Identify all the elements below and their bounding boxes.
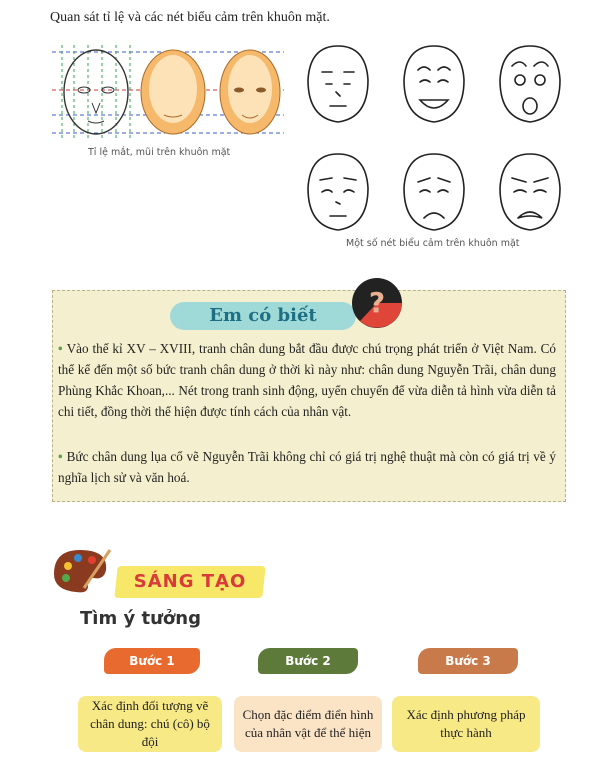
question-mark-icon bbox=[350, 276, 404, 330]
step-2-box: Chọn đặc điểm điển hình của nhân vật để thể hiện bbox=[234, 696, 382, 752]
face-crying bbox=[500, 154, 560, 230]
step-3-label: Bước 3 bbox=[418, 648, 518, 674]
step-1-box: Xác định đối tượng vẽ chân dung: chú (cô) bộ đội bbox=[78, 696, 222, 752]
face-sad bbox=[404, 154, 464, 230]
step-2-label: Bước 2 bbox=[258, 648, 358, 674]
face-tired bbox=[308, 154, 368, 230]
face-neutral bbox=[308, 46, 368, 122]
caption-expressions: Một số nét biểu cảm trên khuôn mặt bbox=[346, 238, 520, 249]
face-surprised bbox=[500, 46, 560, 122]
palette-icon bbox=[48, 544, 114, 596]
step-1-label: Bước 1 bbox=[104, 648, 200, 674]
subheading: Tìm ý tưởng bbox=[80, 608, 201, 629]
caption-proportion: Tỉ lệ mắt, mũi trên khuôn mặt bbox=[88, 147, 231, 158]
face-smile bbox=[404, 46, 464, 122]
info-title: Em có biết bbox=[170, 302, 356, 330]
step-3-box: Xác định phương pháp thực hành bbox=[392, 696, 540, 752]
face-proportion-illustration bbox=[52, 45, 284, 140]
bullet-icon: • bbox=[58, 341, 63, 356]
expression-faces bbox=[298, 40, 570, 232]
bullet-icon: • bbox=[58, 449, 63, 464]
section-title: SÁNG TẠO bbox=[133, 571, 247, 592]
svg-text:?: ? bbox=[368, 286, 386, 319]
intro-text: Quan sát tỉ lệ và các nét biểu cảm trên khuôn mặt. bbox=[50, 10, 330, 25]
info-paragraph-2: • Bức chân dung lụa cổ vẽ Nguyễn Trãi không chỉ có giá trị nghệ thuật mà còn có giá trị về ý nghĩa lịch sử và văn hoá. bbox=[58, 449, 556, 485]
info-paragraph-1: • Vào thế kỉ XV – XVIII, tranh chân dung bắt đầu được chú trọng phát triển ở Việt Nam. Có thể kể đến một số bức tranh chân dung ở thời kì này như: chân dung Nguyễn Trãi, chân dung Phùng Khắc Khoan,... Nét trong tranh sinh động, uyển chuyển để vừa diễn tả hình vừa diễn tả chi tiết, đồng thời thể hiện được tính cách của nhân vật. bbox=[58, 341, 556, 419]
